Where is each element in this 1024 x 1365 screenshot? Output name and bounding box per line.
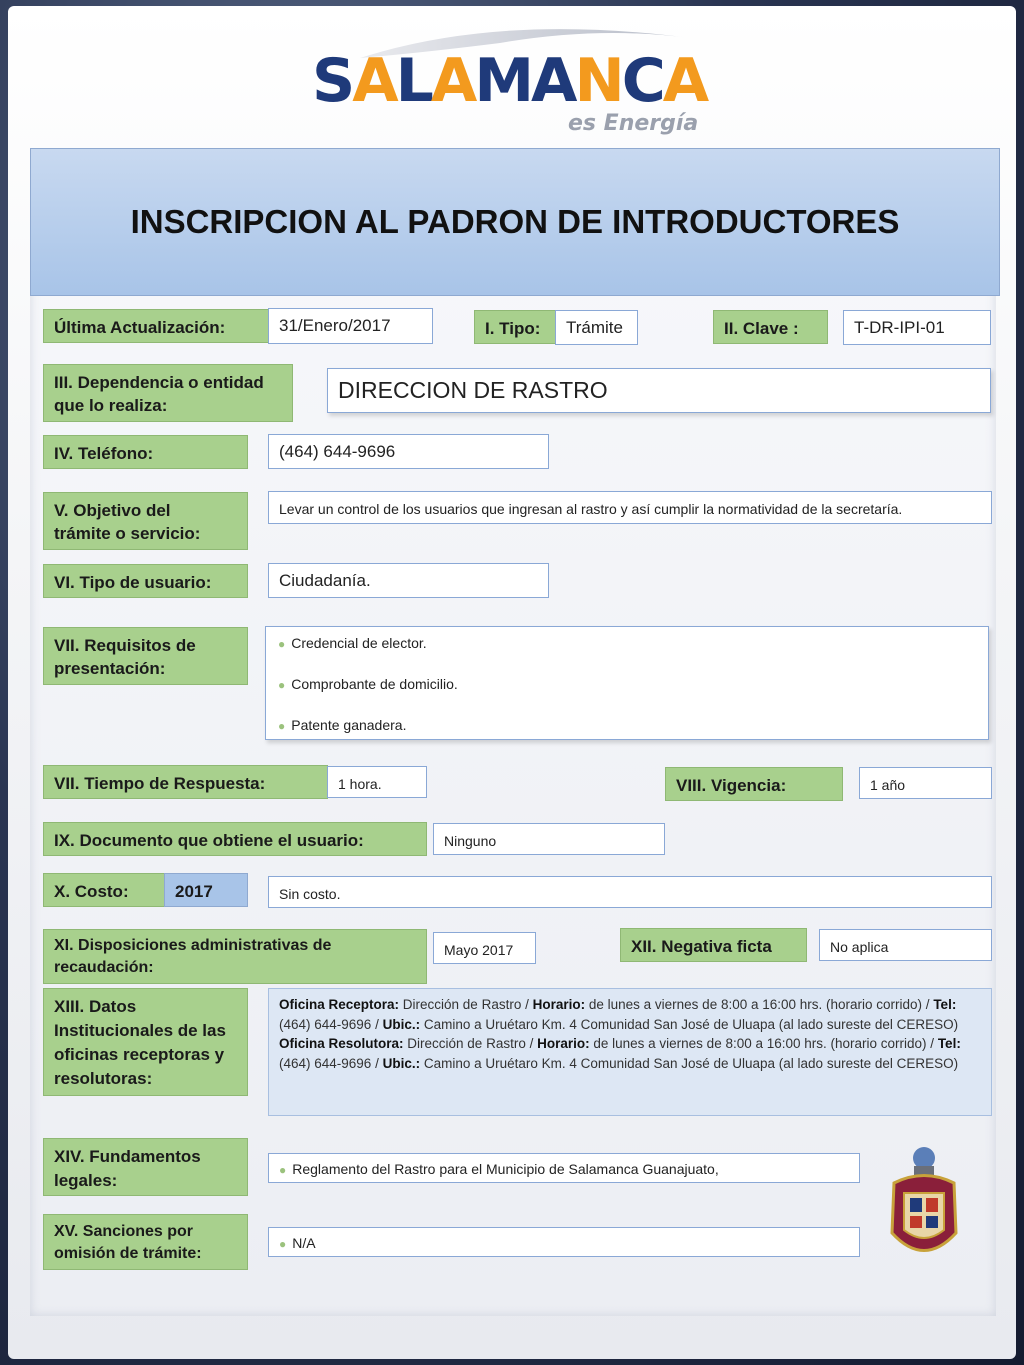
horario-label: Horario:: [537, 1036, 590, 1051]
requisito-text: Patente ganadera.: [291, 717, 407, 733]
value-telefono: (464) 644-9696: [268, 434, 549, 469]
bullet-icon: ●: [279, 1163, 287, 1177]
ubic-label: Ubic.:: [382, 1016, 421, 1032]
label-tipo-usuario: VI. Tipo de usuario:: [43, 564, 248, 598]
label-datos-line4: resolutoras:: [54, 1069, 153, 1088]
horario-label: Horario:: [532, 997, 586, 1012]
costo-year: 2017: [164, 873, 248, 907]
label-fundamentos: [43, 1138, 248, 1196]
oficina-resolutora-title: Oficina Resolutora:: [279, 1036, 404, 1051]
bullet-icon: ●: [278, 678, 286, 692]
value-tiempo-respuesta: 1 hora.: [327, 766, 427, 798]
oficina-receptora-title: Oficina Receptora:: [279, 997, 400, 1012]
logo-brand: SALAMANCA: [312, 46, 707, 116]
label-objetivo-line2: trámite o servicio:: [54, 524, 201, 543]
value-disposiciones: Mayo 2017: [433, 932, 536, 964]
label-datos-institucionales: [43, 988, 248, 1096]
label-dependencia: [43, 364, 293, 422]
label-disposiciones: [43, 929, 427, 984]
value-negativa-ficta: No aplica: [819, 929, 992, 961]
label-sanciones: [43, 1214, 248, 1270]
label-fundamentos-line1: XIV. Fundamentos: [54, 1147, 201, 1166]
value-tipo-usuario: Ciudadanía.: [268, 563, 549, 598]
label-datos-line3: oficinas receptoras y: [54, 1045, 225, 1064]
label-disposiciones-line2: recaudación:: [54, 959, 154, 976]
label-sanciones-line2: omisión de trámite:: [54, 1245, 202, 1262]
value-costo: Sin costo.: [268, 876, 992, 908]
value-dependencia: DIRECCION DE RASTRO: [327, 368, 991, 413]
page-title: INSCRIPCION AL PADRON DE INTRODUCTORES: [130, 203, 900, 240]
horario-text: de lunes a viernes de 8:00 a 16:00 hrs. (horario corrido) /: [585, 997, 934, 1012]
bullet-icon: ●: [278, 719, 286, 733]
ubic-label: Ubic.:: [382, 1055, 421, 1071]
list-item: [278, 674, 976, 715]
label-requisitos-line1: VII. Requisitos de: [54, 636, 196, 655]
label-objetivo: [43, 492, 248, 550]
salamanca-logo: [300, 18, 720, 138]
tel-label: Tel:: [937, 1036, 961, 1051]
bullet-icon: ●: [278, 637, 286, 651]
value-clave: T-DR-IPI-01: [843, 310, 991, 345]
value-ultima-actualizacion: 31/Enero/2017: [268, 308, 433, 344]
value-tipo: Trámite: [555, 310, 638, 345]
requisitos-list: [265, 626, 989, 740]
label-documento: IX. Documento que obtiene el usuario:: [43, 822, 427, 856]
label-ultima-actualizacion: Última Actualización:: [43, 309, 269, 343]
label-disposiciones-line1: XI. Disposiciones administrativas de: [54, 937, 332, 954]
label-requisitos: [43, 627, 248, 685]
label-negativa-ficta: XII. Negativa ficta: [620, 928, 807, 962]
datos-institucionales-text: [268, 988, 992, 1116]
tel-text: (464) 644-9696 /: [279, 1055, 383, 1071]
list-item: [278, 715, 976, 756]
title-band: [30, 148, 1000, 296]
label-tipo: I. Tipo:: [474, 310, 556, 344]
receptora-dependencia: Dirección de Rastro /: [399, 997, 533, 1012]
tel-label: Tel:: [933, 997, 957, 1012]
value-documento: Ninguno: [433, 823, 665, 855]
ubic-text: Camino a Uruétaro Km. 4 Comunidad San José de Uluapa (al lado sureste del CERESO): [420, 1016, 959, 1032]
label-costo: X. Costo:: [43, 873, 165, 907]
fundamentos-text: Reglamento del Rastro para el Municipio de Salamanca Guanajuato,: [292, 1161, 719, 1177]
label-clave: II. Clave :: [713, 310, 828, 344]
requisito-text: Credencial de elector.: [291, 635, 427, 651]
label-fundamentos-line2: legales:: [54, 1171, 118, 1190]
label-vigencia: VIII. Vigencia:: [665, 767, 843, 801]
value-fundamentos: [268, 1153, 860, 1183]
sanciones-text: N/A: [292, 1235, 316, 1251]
label-dependencia-line2: que lo realiza:: [54, 396, 168, 415]
coat-of-arms-shield-icon: [884, 1138, 964, 1268]
label-datos-line2: Institucionales de las: [54, 1021, 226, 1040]
list-item: [278, 633, 976, 674]
value-objetivo: Levar un control de los usuarios que ingresan al rastro y así cumplir la normatividad de la secretaría.: [268, 491, 992, 524]
value-sanciones: [268, 1227, 860, 1257]
tel-text: (464) 644-9696 /: [279, 1016, 383, 1032]
ubic-text: Camino a Uruétaro Km. 4 Comunidad San José de Uluapa (al lado sureste del CERESO): [420, 1055, 959, 1071]
logo-tagline: es Energía: [568, 111, 699, 136]
label-sanciones-line1: XV. Sanciones por: [54, 1223, 194, 1240]
label-datos-line1: XIII. Datos: [54, 997, 137, 1016]
label-dependencia-line1: III. Dependencia o entidad: [54, 373, 264, 392]
requisito-text: Comprobante de domicilio.: [291, 676, 458, 692]
label-tiempo-respuesta: VII. Tiempo de Respuesta:: [43, 765, 328, 799]
horario-text: de lunes a viernes de 8:00 a 16:00 hrs. (horario corrido) /: [589, 1036, 938, 1051]
resolutora-dependencia: Dirección de Rastro /: [403, 1036, 538, 1051]
label-telefono: IV. Teléfono:: [43, 435, 248, 469]
label-requisitos-line2: presentación:: [54, 659, 166, 678]
label-objetivo-line1: V. Objetivo del: [54, 501, 171, 520]
bullet-icon: ●: [279, 1237, 287, 1251]
value-vigencia: 1 año: [859, 767, 992, 799]
